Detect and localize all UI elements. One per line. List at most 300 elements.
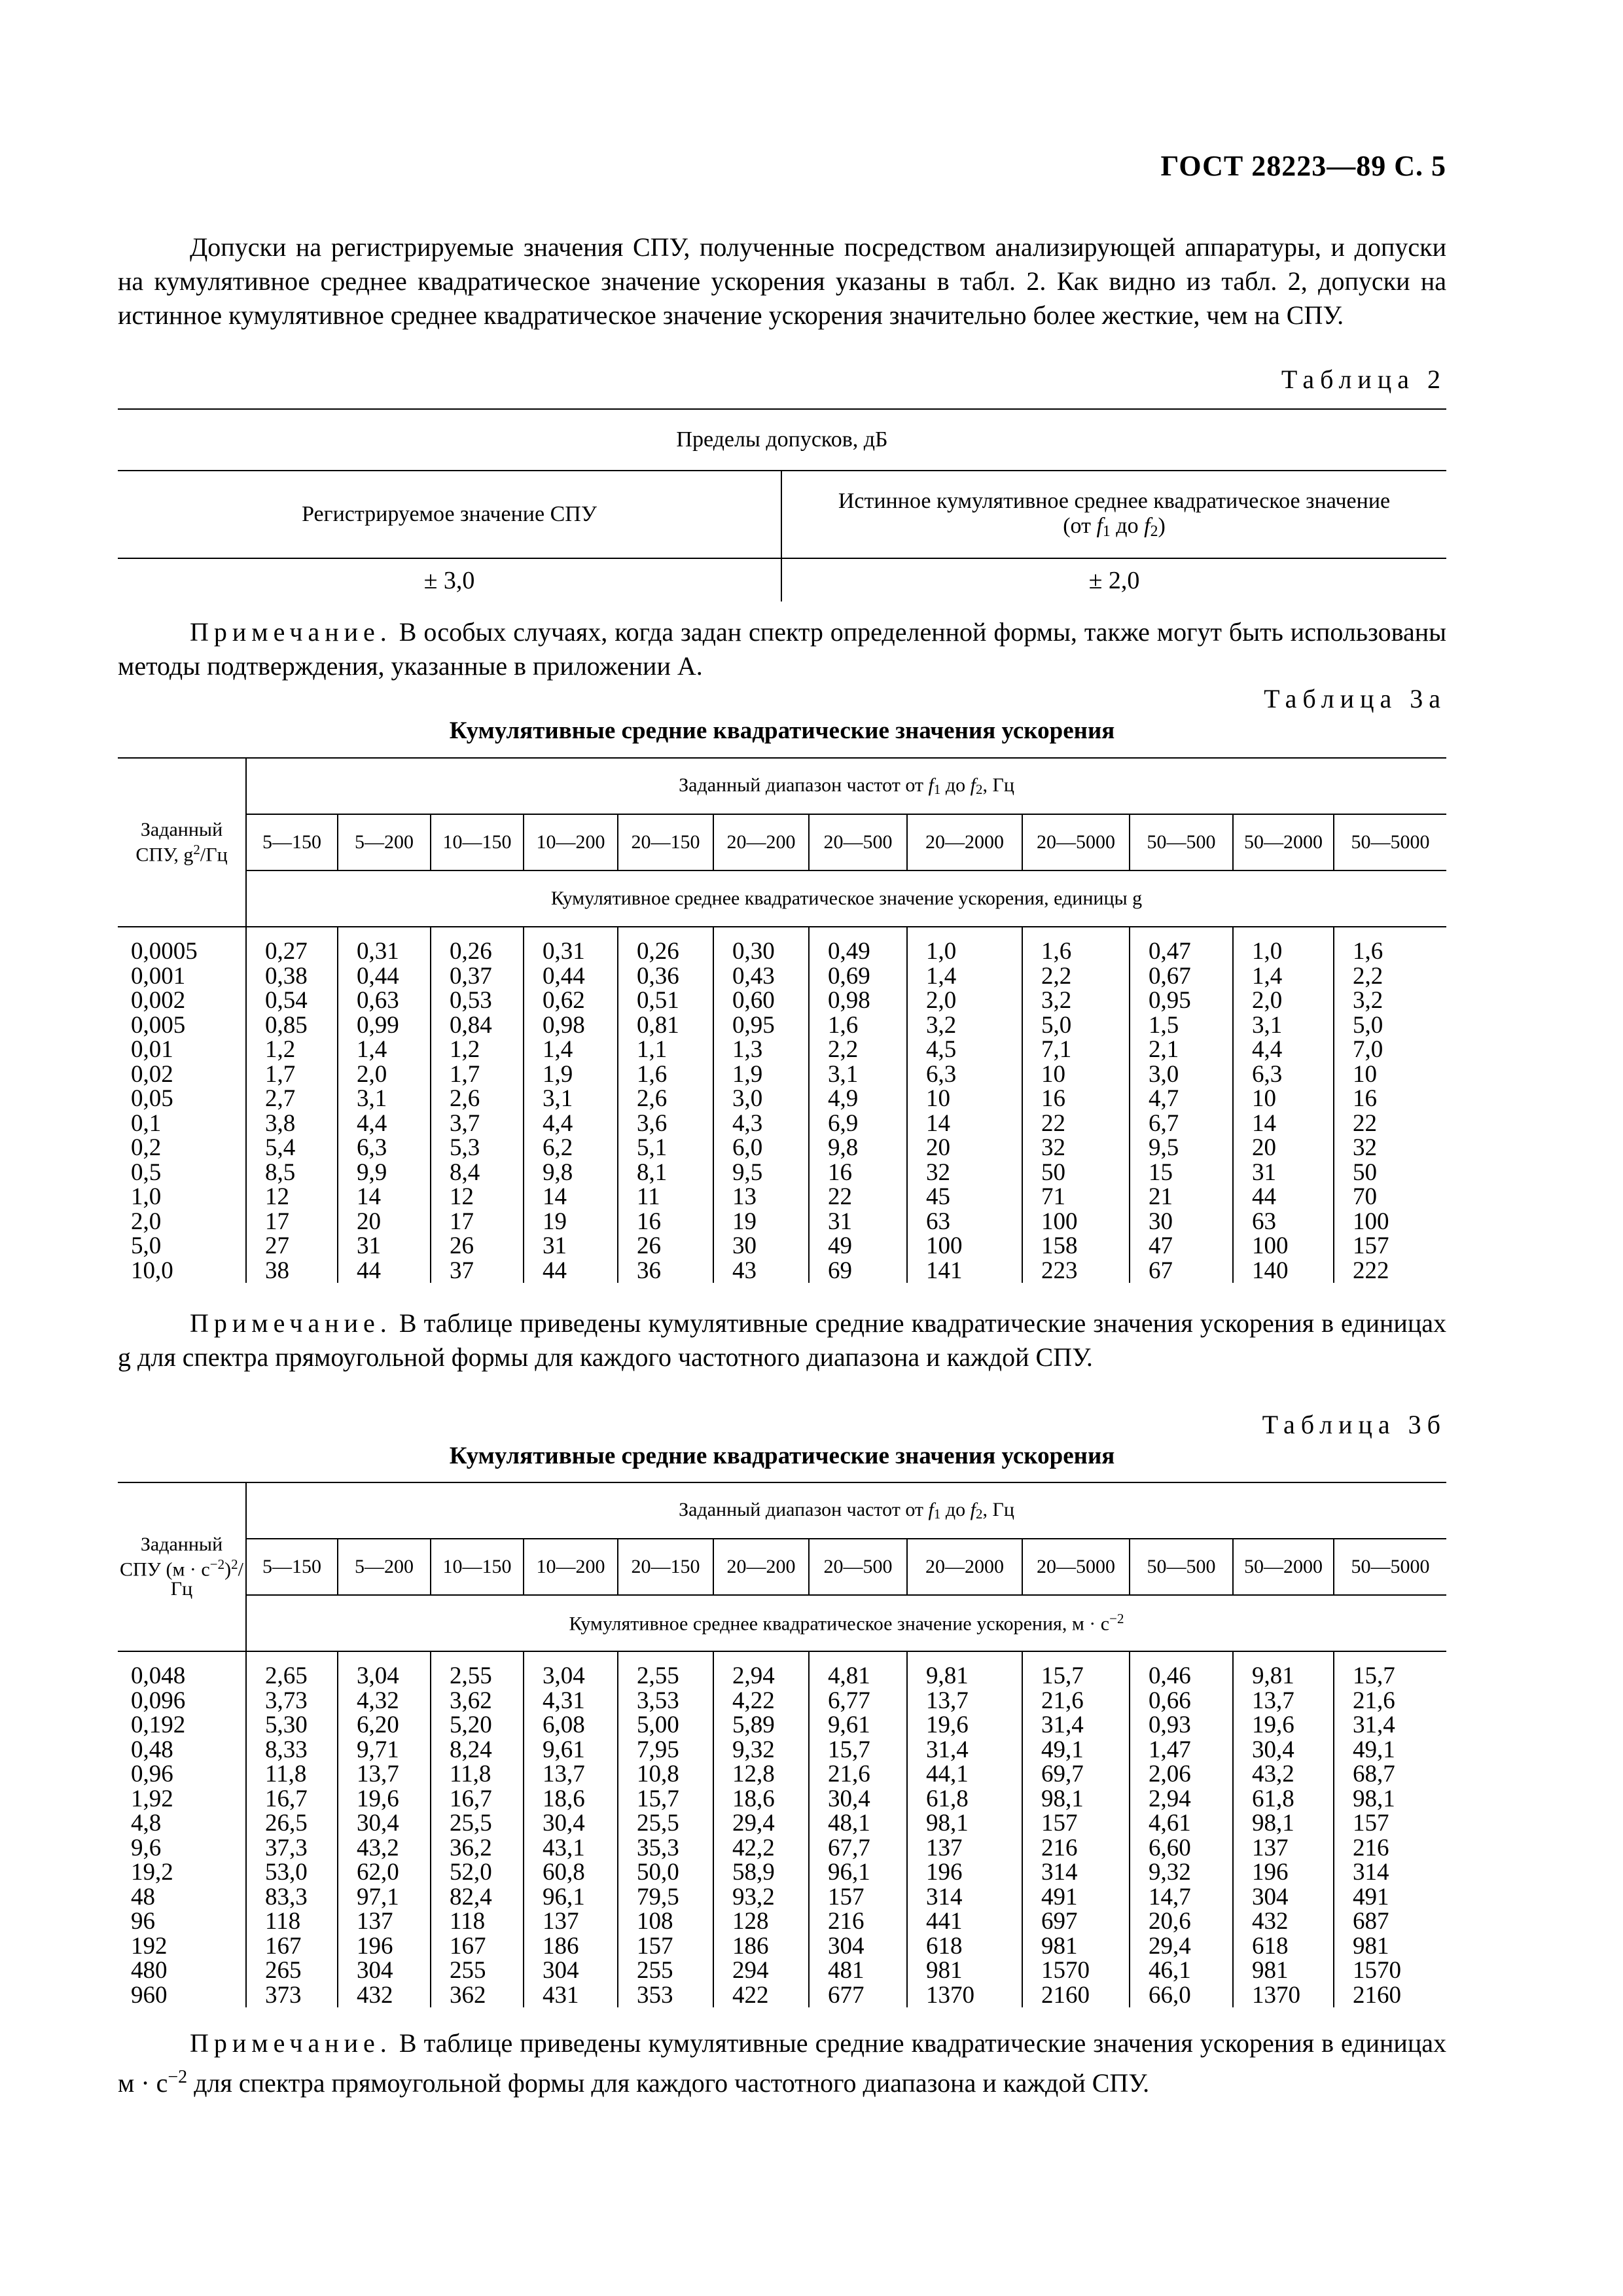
table-value-column bbox=[1130, 1651, 1233, 2007]
table-value-cell: 196 bbox=[926, 1859, 963, 1886]
table-value-cell: 26 bbox=[450, 1232, 474, 1259]
table-3a-title: Кумулятивные средние квадратические значения ускорения bbox=[449, 717, 1115, 744]
table-spu-cell: 0,5 bbox=[131, 1158, 162, 1186]
table-value-cell: 100 bbox=[1252, 1232, 1289, 1259]
table-value-cell: 25,5 bbox=[450, 1810, 492, 1837]
table-range-cell: 20—150 bbox=[618, 1539, 713, 1595]
table-value-cell: 1,4 bbox=[926, 962, 957, 990]
table-3b-title: Кумулятивные средние квадратические значения ускорения bbox=[449, 1443, 1115, 1469]
table-value-cell: 6,3 bbox=[926, 1060, 957, 1088]
table-value-cell: 22 bbox=[828, 1183, 852, 1210]
table-value-cell: 49 bbox=[828, 1232, 852, 1259]
table-value-cell: 19,6 bbox=[926, 1712, 969, 1738]
table-value-cell: 2,2 bbox=[828, 1036, 859, 1063]
table-range-cell: 20—5000 bbox=[1022, 814, 1130, 870]
table-value-cell: 16,7 bbox=[450, 1785, 492, 1812]
table-value-cell: 14 bbox=[926, 1109, 950, 1137]
table-value-cell: 98,1 bbox=[1252, 1810, 1294, 1837]
table-value-cell: 32 bbox=[1353, 1134, 1377, 1161]
table-value-cell: 6,20 bbox=[357, 1712, 399, 1738]
table-value-cell: 128 bbox=[732, 1908, 769, 1935]
table-spu-cell: 0,1 bbox=[131, 1109, 162, 1137]
table-value-cell: 167 bbox=[450, 1932, 486, 1960]
table-value-cell: 0,95 bbox=[1149, 987, 1191, 1014]
table-value-cell: 13,7 bbox=[543, 1761, 585, 1787]
table-spu-cell: 4,8 bbox=[131, 1810, 162, 1837]
table-value-column bbox=[1334, 1651, 1446, 2007]
table-subheader-row bbox=[118, 1595, 1446, 1651]
table-value-cell: 30,4 bbox=[543, 1810, 585, 1837]
table-value-cell: 96,1 bbox=[543, 1883, 585, 1910]
table-value-cell: 31 bbox=[543, 1232, 567, 1259]
table-value-cell: 83,3 bbox=[265, 1883, 308, 1910]
table-value-cell: 2,0 bbox=[1252, 987, 1283, 1014]
table-value-cell: 196 bbox=[357, 1932, 393, 1960]
table-spu-cell: 0,2 bbox=[131, 1134, 162, 1161]
table-value-cell: 0,63 bbox=[357, 987, 399, 1014]
table-value-cell: 157 bbox=[1353, 1232, 1389, 1259]
table-stub-header: Заданный СПУ $(м \cdot с^{-2})^2/Гц$ bbox=[118, 1482, 246, 1651]
table-value-cell: 314 bbox=[926, 1883, 963, 1910]
table-value-cell: 0,84 bbox=[450, 1011, 492, 1039]
table-value-cell: 491 bbox=[1353, 1883, 1389, 1910]
table-value-cell: 42,2 bbox=[732, 1834, 775, 1861]
table-value-cell: 3,1 bbox=[1252, 1011, 1283, 1039]
table-value-cell: 11 bbox=[637, 1183, 660, 1210]
table-value-cell: 37,3 bbox=[265, 1834, 308, 1861]
table-value-cell: 353 bbox=[637, 1981, 673, 2009]
table-spu-cell: 0,192 bbox=[131, 1712, 186, 1738]
note-1-prefix: Примечание. bbox=[190, 617, 392, 647]
table-2 bbox=[118, 408, 1446, 601]
table-value-cell: 481 bbox=[828, 1957, 865, 1984]
table-value-cell: 3,04 bbox=[543, 1662, 585, 1689]
table-stub-header: Заданный СПУ, $g^2/Гц$ bbox=[118, 758, 246, 927]
table-value-cell: 6,3 bbox=[357, 1134, 387, 1161]
table-value-cell: 9,8 bbox=[828, 1134, 859, 1161]
table-value-cell: 67 bbox=[1149, 1257, 1173, 1284]
table-value-cell: 15,7 bbox=[828, 1736, 870, 1763]
table-value-cell: 14 bbox=[543, 1183, 567, 1210]
table-value-cell: 98,1 bbox=[1041, 1785, 1084, 1812]
table-subheader: Кумулятивное среднее квадратическое значение ускорения, $м \cdot с^{-2}$ bbox=[246, 1595, 1446, 1651]
table-value-cell: 61,8 bbox=[926, 1785, 969, 1812]
table-value-cell: 9,81 bbox=[1252, 1662, 1294, 1689]
table-range-cell: 50—2000 bbox=[1233, 1539, 1334, 1595]
table-value-column bbox=[1334, 927, 1446, 1283]
table-value-cell: 17 bbox=[265, 1208, 289, 1235]
table-value-cell: 31,4 bbox=[926, 1736, 969, 1763]
table-value-cell: 16 bbox=[828, 1158, 852, 1186]
table-value-cell: 45 bbox=[926, 1183, 950, 1210]
table-range-cell: 10—150 bbox=[431, 1539, 524, 1595]
table-spu-cell: 0,0005 bbox=[131, 938, 198, 965]
table-value-cell: 46,1 bbox=[1149, 1957, 1191, 1984]
table-value-cell: 137 bbox=[543, 1908, 579, 1935]
table-range-cell: 5—200 bbox=[338, 814, 431, 870]
table-value-cell: 49,1 bbox=[1353, 1736, 1395, 1763]
table-value-cell: 4,81 bbox=[828, 1662, 870, 1689]
table-value-cell: 43,1 bbox=[543, 1834, 585, 1861]
table-value-cell: 6,60 bbox=[1149, 1834, 1191, 1861]
table-range-cell: 20—2000 bbox=[907, 1539, 1022, 1595]
table-value-cell: 61,8 bbox=[1252, 1785, 1294, 1812]
table-range-cell: 10—200 bbox=[524, 814, 618, 870]
table-spu-column bbox=[118, 1651, 246, 2007]
table-range-cell: 10—150 bbox=[431, 814, 524, 870]
table-value-cell: 66,0 bbox=[1149, 1981, 1191, 2009]
table-value-cell: 67,7 bbox=[828, 1834, 870, 1861]
table-value-cell: 19 bbox=[732, 1208, 757, 1235]
table-value-cell: 1,6 bbox=[637, 1060, 668, 1088]
table-value-cell: 491 bbox=[1041, 1883, 1078, 1910]
table-value-cell: 96,1 bbox=[828, 1859, 870, 1886]
table-value-cell: 26 bbox=[637, 1232, 661, 1259]
table-value-cell: 48,1 bbox=[828, 1810, 870, 1837]
table-value-cell: 4,22 bbox=[732, 1687, 775, 1714]
table-value-cell: 13,7 bbox=[1252, 1687, 1294, 1714]
table-subheader-row bbox=[118, 870, 1446, 927]
table-value-cell: 17 bbox=[450, 1208, 474, 1235]
table-value-cell: 1,4 bbox=[1252, 962, 1283, 990]
table-value-cell: 31 bbox=[357, 1232, 381, 1259]
table-value-cell: 618 bbox=[1252, 1932, 1289, 1960]
table-value-cell: 3,04 bbox=[357, 1662, 399, 1689]
table-value-cell: 4,31 bbox=[543, 1687, 585, 1714]
table-value-cell: 618 bbox=[926, 1932, 963, 1960]
table-value-cell: 30 bbox=[732, 1232, 757, 1259]
table-value-cell: 7,95 bbox=[637, 1736, 679, 1763]
table-value-cell: 2,65 bbox=[265, 1662, 308, 1689]
table-range-cell: 20—2000 bbox=[907, 814, 1022, 870]
table-2-group-row bbox=[118, 409, 1446, 471]
table-value-cell: 10 bbox=[926, 1085, 950, 1112]
table-value-cell: 157 bbox=[637, 1932, 673, 1960]
table-value-cell: 1,6 bbox=[1041, 938, 1072, 965]
table-value-cell: 981 bbox=[1353, 1932, 1389, 1960]
table-value-cell: 21,6 bbox=[1041, 1687, 1084, 1714]
table-value-column bbox=[907, 927, 1022, 1283]
table-2-col2-header-line2: (от f1 до f2) bbox=[1063, 513, 1166, 540]
table-value-cell: 118 bbox=[450, 1908, 486, 1935]
table-value-cell: 15 bbox=[1149, 1158, 1173, 1186]
table-spu-cell: 0,048 bbox=[131, 1662, 186, 1689]
table-value-cell: 422 bbox=[732, 1981, 769, 2009]
table-value-cell: 141 bbox=[926, 1257, 963, 1284]
table-2-label: Таблица 2 bbox=[1281, 365, 1446, 394]
table-value-cell: 186 bbox=[732, 1932, 769, 1960]
table-value-cell: 1,47 bbox=[1149, 1736, 1191, 1763]
table-value-cell: 5,1 bbox=[637, 1134, 668, 1161]
table-value-cell: 0,38 bbox=[265, 962, 308, 990]
table-spu-cell: 0,02 bbox=[131, 1060, 173, 1088]
table-value-cell: 373 bbox=[265, 1981, 302, 2009]
table-value-cell: 20 bbox=[357, 1208, 381, 1235]
table-value-cell: 2,55 bbox=[450, 1662, 492, 1689]
table-value-cell: 31 bbox=[1252, 1158, 1276, 1186]
table-value-cell: 9,61 bbox=[543, 1736, 585, 1763]
table-range-cell: 20—5000 bbox=[1022, 1539, 1130, 1595]
table-value-cell: 1,1 bbox=[637, 1036, 668, 1063]
table-value-cell: 5,3 bbox=[450, 1134, 480, 1161]
table-value-cell: 14,7 bbox=[1149, 1883, 1191, 1910]
table-value-cell: 2,6 bbox=[637, 1085, 668, 1112]
table-2-header-row bbox=[118, 471, 1446, 558]
table-value-cell: 137 bbox=[357, 1908, 393, 1935]
table-value-cell: 2,06 bbox=[1149, 1761, 1191, 1787]
table-2-group-header: Пределы допусков, дБ bbox=[118, 409, 1446, 471]
table-value-cell: 108 bbox=[637, 1908, 673, 1935]
table-value-cell: 1370 bbox=[926, 1981, 974, 2009]
table-value-cell: 22 bbox=[1353, 1109, 1377, 1137]
table-value-column bbox=[338, 1651, 431, 2007]
table-value-cell: 2,55 bbox=[637, 1662, 679, 1689]
table-value-cell: 7,0 bbox=[1353, 1036, 1383, 1063]
table-value-cell: 0,43 bbox=[732, 962, 775, 990]
table-value-cell: 50 bbox=[1353, 1158, 1377, 1186]
table-value-cell: 4,32 bbox=[357, 1687, 399, 1714]
table-value-cell: 10 bbox=[1041, 1060, 1065, 1088]
table-value-cell: 70 bbox=[1353, 1183, 1377, 1210]
table-value-cell: 98,1 bbox=[1353, 1785, 1395, 1812]
table-range-cell: 50—500 bbox=[1130, 814, 1233, 870]
table-value-cell: 9,81 bbox=[926, 1662, 969, 1689]
note-3-text: В таблице приведены кумулятивные средние квадратические значения ускорения в единицах $м \cdot с^{-2}$ для спектра прямоугольной формы для каждого частотного диапазона и каждой СПУ. bbox=[118, 2028, 1446, 2098]
table-spu-cell: 0,002 bbox=[131, 987, 186, 1014]
table-spu-cell: 19,2 bbox=[131, 1859, 173, 1886]
table-value-cell: 31,4 bbox=[1353, 1712, 1395, 1738]
table-value-cell: 9,5 bbox=[732, 1158, 763, 1186]
table-value-cell: 18,6 bbox=[732, 1785, 775, 1812]
table-value-cell: 13,7 bbox=[926, 1687, 969, 1714]
table-value-cell: 52,0 bbox=[450, 1859, 492, 1886]
table-value-cell: 21 bbox=[1149, 1183, 1173, 1210]
table-value-cell: 0,67 bbox=[1149, 962, 1191, 990]
table-value-cell: 9,5 bbox=[1149, 1134, 1179, 1161]
table-value-column bbox=[907, 1651, 1022, 2007]
table-value-cell: 14 bbox=[1252, 1109, 1276, 1137]
table-value-cell: 98,1 bbox=[926, 1810, 969, 1837]
note-2-text: В таблице приведены кумулятивные средние квадратические значения ускорения в единицах g для спектра прямоугольной формы для каждого частотного диапазона и каждой СПУ. bbox=[118, 1308, 1446, 1372]
table-value-column bbox=[1022, 927, 1130, 1283]
table-value-cell: 5,0 bbox=[1353, 1011, 1383, 1039]
table-value-cell: 49,1 bbox=[1041, 1736, 1084, 1763]
table-2-col1-value: ± 3,0 bbox=[423, 566, 475, 594]
table-value-cell: 19,6 bbox=[1252, 1712, 1294, 1738]
table-value-cell: 216 bbox=[828, 1908, 865, 1935]
table-value-cell: 0,54 bbox=[265, 987, 308, 1014]
table-value-cell: 304 bbox=[543, 1957, 579, 1984]
table-value-column bbox=[246, 1651, 338, 2007]
table-value-column bbox=[1130, 927, 1233, 1283]
table-body-row bbox=[118, 927, 1446, 1283]
table-value-cell: 118 bbox=[265, 1908, 301, 1935]
table-value-cell: 1,2 bbox=[450, 1036, 480, 1063]
table-value-cell: 1,7 bbox=[265, 1060, 296, 1088]
table-value-cell: 10 bbox=[1353, 1060, 1377, 1088]
table-value-cell: 22 bbox=[1041, 1109, 1065, 1137]
table-value-cell: 137 bbox=[926, 1834, 963, 1861]
table-value-cell: 157 bbox=[1353, 1810, 1389, 1837]
table-value-cell: 255 bbox=[637, 1957, 673, 1984]
table-value-cell: 2160 bbox=[1041, 1981, 1090, 2009]
table-value-cell: 44 bbox=[1252, 1183, 1276, 1210]
table-value-cell: 1,5 bbox=[1149, 1011, 1179, 1039]
table-value-cell: 0,36 bbox=[637, 962, 679, 990]
table-value-cell: 5,4 bbox=[265, 1134, 296, 1161]
table-value-cell: 8,24 bbox=[450, 1736, 492, 1763]
table-value-cell: 4,4 bbox=[357, 1109, 387, 1137]
table-value-cell: 38 bbox=[265, 1257, 289, 1284]
table-value-cell: 16,7 bbox=[265, 1785, 308, 1812]
table-spu-cell: 0,96 bbox=[131, 1761, 173, 1787]
table-value-cell: 7,1 bbox=[1041, 1036, 1072, 1063]
table-value-column bbox=[809, 1651, 907, 2007]
table-value-cell: 0,51 bbox=[637, 987, 679, 1014]
note-1 bbox=[118, 615, 1446, 683]
table-value-cell: 2,94 bbox=[1149, 1785, 1191, 1812]
table-spu-cell: 9,6 bbox=[131, 1834, 162, 1861]
table-value-cell: 981 bbox=[926, 1957, 963, 1984]
table-value-cell: 12 bbox=[450, 1183, 474, 1210]
table-value-cell: 362 bbox=[450, 1981, 486, 2009]
table-value-cell: 10 bbox=[1252, 1085, 1276, 1112]
table-3b-label: Таблица 3б bbox=[1262, 1410, 1446, 1439]
table-value-cell: 1,0 bbox=[1252, 938, 1283, 965]
table-value-cell: 6,9 bbox=[828, 1109, 859, 1137]
table-value-cell: 6,7 bbox=[1149, 1109, 1179, 1137]
table-value-cell: 16 bbox=[637, 1208, 661, 1235]
table-value-cell: 8,1 bbox=[637, 1158, 668, 1186]
table-value-cell: 4,4 bbox=[1252, 1036, 1283, 1063]
table-range-cell: 5—200 bbox=[338, 1539, 431, 1595]
table-value-cell: 82,4 bbox=[450, 1883, 492, 1910]
table-spu-cell: 192 bbox=[131, 1932, 168, 1960]
table-value-cell: 44 bbox=[543, 1257, 567, 1284]
table-value-cell: 32 bbox=[1041, 1134, 1065, 1161]
table-value-cell: 0,66 bbox=[1149, 1687, 1191, 1714]
table-value-cell: 50,0 bbox=[637, 1859, 679, 1886]
table-value-cell: 981 bbox=[1041, 1932, 1078, 1960]
table-value-cell: 5,0 bbox=[1041, 1011, 1072, 1039]
table-range-row bbox=[118, 814, 1446, 870]
table-range-cell: 5—150 bbox=[246, 814, 338, 870]
table-value-cell: 0,47 bbox=[1149, 938, 1191, 965]
table-value-cell: 9,8 bbox=[543, 1158, 573, 1186]
table-value-cell: 0,98 bbox=[543, 1011, 585, 1039]
table-value-cell: 60,8 bbox=[543, 1859, 585, 1886]
table-value-cell: 9,32 bbox=[732, 1736, 775, 1763]
table-value-cell: 0,69 bbox=[828, 962, 870, 990]
table-value-cell: 14 bbox=[357, 1183, 381, 1210]
table-3a bbox=[118, 757, 1446, 1283]
table-spu-cell: 0,05 bbox=[131, 1085, 173, 1112]
table-value-cell: 100 bbox=[926, 1232, 963, 1259]
table-value-cell: 43 bbox=[732, 1257, 757, 1284]
table-value-cell: 2,1 bbox=[1149, 1036, 1179, 1063]
table-value-cell: 53,0 bbox=[265, 1859, 308, 1886]
table-value-cell: 1,2 bbox=[265, 1036, 296, 1063]
table-value-cell: 30 bbox=[1149, 1208, 1173, 1235]
table-value-cell: 9,32 bbox=[1149, 1859, 1191, 1886]
table-value-cell: 25,5 bbox=[637, 1810, 679, 1837]
table-value-cell: 93,2 bbox=[732, 1883, 775, 1910]
table-value-cell: 16 bbox=[1353, 1085, 1377, 1112]
table-value-cell: 13,7 bbox=[357, 1761, 399, 1787]
table-value-cell: 1,6 bbox=[1353, 938, 1383, 965]
table-value-cell: 0,26 bbox=[450, 938, 492, 965]
table-value-cell: 20 bbox=[1252, 1134, 1276, 1161]
table-spu-cell: 0,005 bbox=[131, 1011, 186, 1039]
table-value-cell: 1,7 bbox=[450, 1060, 480, 1088]
table-value-cell: 4,7 bbox=[1149, 1085, 1179, 1112]
table-value-cell: 304 bbox=[828, 1932, 865, 1960]
table-spu-cell: 2,0 bbox=[131, 1208, 162, 1235]
table-value-cell: 0,98 bbox=[828, 987, 870, 1014]
table-value-cell: 100 bbox=[1353, 1208, 1389, 1235]
table-value-cell: 140 bbox=[1252, 1257, 1289, 1284]
table-value-cell: 432 bbox=[357, 1981, 393, 2009]
table-value-cell: 0,99 bbox=[357, 1011, 399, 1039]
table-value-cell: 1,9 bbox=[732, 1060, 763, 1088]
table-value-cell: 30,4 bbox=[828, 1785, 870, 1812]
table-value-cell: 5,30 bbox=[265, 1712, 308, 1738]
table-range-cell: 20—200 bbox=[713, 814, 809, 870]
table-value-cell: 3,6 bbox=[637, 1109, 668, 1137]
table-value-cell: 8,4 bbox=[450, 1158, 480, 1186]
table-value-cell: 314 bbox=[1041, 1859, 1078, 1886]
table-value-cell: 26,5 bbox=[265, 1810, 308, 1837]
table-value-cell: 21,6 bbox=[828, 1761, 870, 1787]
table-value-cell: 5,00 bbox=[637, 1712, 679, 1738]
table-range-cell: 20—500 bbox=[809, 814, 907, 870]
table-value-cell: 11,8 bbox=[265, 1761, 307, 1787]
table-value-cell: 29,4 bbox=[1149, 1932, 1191, 1960]
table-2-col1-header: Регистрируемое значение СПУ bbox=[118, 471, 781, 558]
table-spu-cell: 1,92 bbox=[131, 1785, 173, 1812]
table-value-column bbox=[431, 927, 524, 1283]
table-value-cell: 9,61 bbox=[828, 1712, 870, 1738]
table-value-cell: 4,9 bbox=[828, 1085, 859, 1112]
table-value-cell: 0,85 bbox=[265, 1011, 308, 1039]
table-value-column bbox=[431, 1651, 524, 2007]
table-value-cell: 697 bbox=[1041, 1908, 1078, 1935]
table-range-cell: 5—150 bbox=[246, 1539, 338, 1595]
table-value-cell: 63 bbox=[1252, 1208, 1276, 1235]
table-value-cell: 8,5 bbox=[265, 1158, 296, 1186]
table-spu-cell: 0,096 bbox=[131, 1687, 186, 1714]
table-value-cell: 304 bbox=[357, 1957, 393, 1984]
table-value-cell: 12 bbox=[265, 1183, 289, 1210]
table-value-cell: 35,3 bbox=[637, 1834, 679, 1861]
table-value-cell: 1,3 bbox=[732, 1036, 763, 1063]
table-value-cell: 13 bbox=[732, 1183, 757, 1210]
table-value-cell: 431 bbox=[543, 1981, 579, 2009]
table-value-cell: 20 bbox=[926, 1134, 950, 1161]
table-value-cell: 3,73 bbox=[265, 1687, 308, 1714]
table-value-cell: 3,62 bbox=[450, 1687, 492, 1714]
table-value-cell: 62,0 bbox=[357, 1859, 399, 1886]
table-value-cell: 0,44 bbox=[543, 962, 585, 990]
table-value-cell: 157 bbox=[1041, 1810, 1078, 1837]
table-value-cell: 31 bbox=[828, 1208, 852, 1235]
table-value-cell: 58,9 bbox=[732, 1859, 775, 1886]
table-value-cell: 9,9 bbox=[357, 1158, 387, 1186]
table-value-cell: 69,7 bbox=[1041, 1761, 1084, 1787]
table-value-cell: 3,1 bbox=[543, 1085, 573, 1112]
table-spu-cell: 480 bbox=[131, 1957, 168, 1984]
table-value-cell: 158 bbox=[1041, 1232, 1078, 1259]
